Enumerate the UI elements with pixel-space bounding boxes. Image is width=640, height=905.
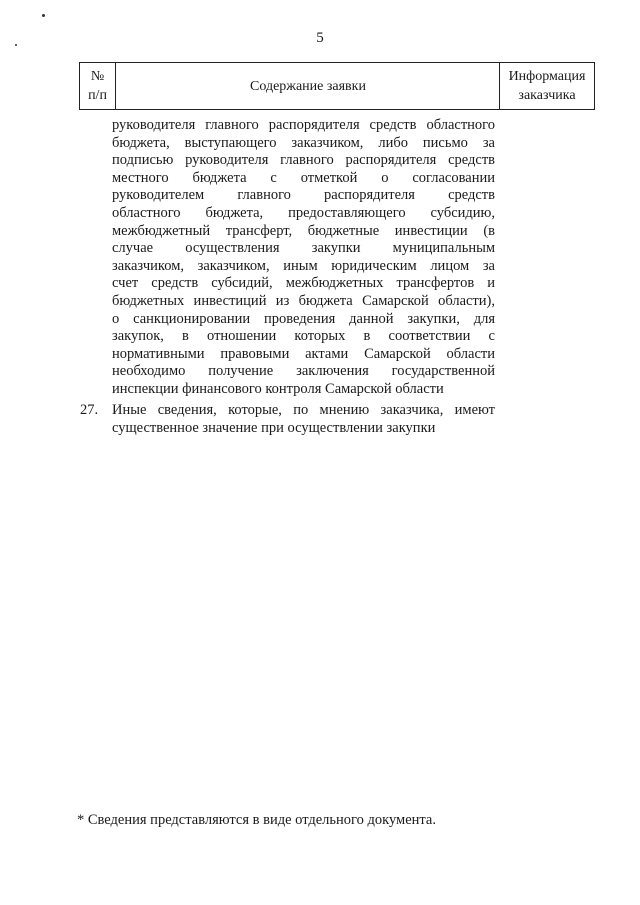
scan-speck bbox=[42, 14, 45, 17]
table-header bbox=[79, 62, 595, 110]
footnote: * Сведения представляются в виде отдельного документа. bbox=[77, 812, 436, 828]
text-line: необходимо получение заключения государственной bbox=[112, 363, 495, 380]
text-line: местного бюджета с отметкой о согласовании bbox=[112, 169, 495, 186]
text-line: областного бюджета, предоставляющего субсидию, bbox=[112, 204, 495, 221]
header-info-sublabel: заказчика bbox=[518, 88, 576, 103]
header-number-column bbox=[80, 63, 115, 109]
text-line: случае осуществления закупки муниципальным bbox=[112, 240, 495, 257]
text-line: закупок, в отношении которых в соответствии с bbox=[112, 328, 495, 345]
item-27-text bbox=[112, 402, 495, 437]
text-line: о санкционировании проведения данной закупки, для bbox=[112, 310, 495, 327]
header-number-label: № bbox=[90, 69, 105, 84]
text-line: руководителем главного распорядителя средств bbox=[112, 187, 495, 204]
header-content-label: Содержание заявки bbox=[250, 78, 366, 94]
text-line: заказчиком, заказчиком, иным юридическим лицом за bbox=[112, 257, 495, 274]
text-line: межбюджетный трансферт, бюджетные инвестиции (в bbox=[112, 222, 495, 239]
text-line: нормативными правовыми актами Самарской области bbox=[112, 345, 495, 362]
text-line: существенное значение при осуществлении закупки bbox=[112, 419, 436, 436]
text-line: счет средств субсидий, межбюджетных трансфертов и bbox=[112, 275, 495, 292]
item-27-number: 27. bbox=[80, 402, 99, 418]
text-line: инспекции финансового контроля Самарской области bbox=[112, 380, 444, 397]
header-content-column bbox=[115, 63, 500, 109]
text-line: бюджетных инвестиций из бюджета Самарской области), bbox=[112, 292, 495, 309]
text-line: подписью руководителя главного распорядителя средств bbox=[112, 152, 495, 169]
header-info-label: Информация bbox=[508, 69, 586, 84]
page-number: 5 bbox=[316, 30, 324, 46]
text-line: бюджета, выступающего заказчиком, либо письмо за bbox=[112, 134, 495, 151]
header-info-column bbox=[499, 63, 594, 109]
text-line: руководителя главного распорядителя средств областного bbox=[112, 117, 495, 133]
item-26-continuation bbox=[112, 117, 495, 399]
header-number-sublabel: п/п bbox=[88, 88, 107, 103]
text-line: Иные сведения, которые, по мнению заказчика, имеют bbox=[112, 402, 495, 418]
